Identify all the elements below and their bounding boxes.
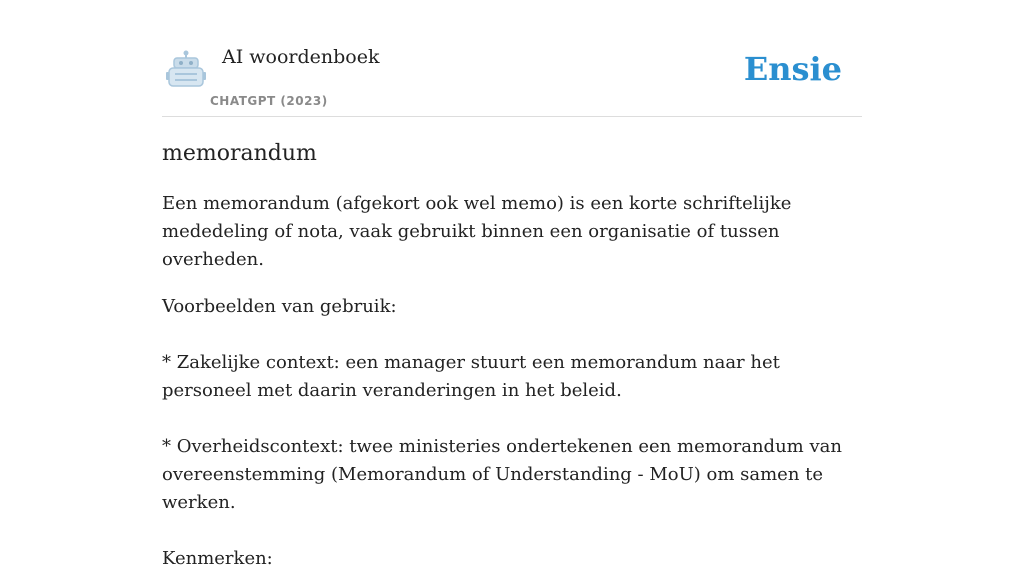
example-item: * Overheidscontext: twee ministeries ondertekenen een memorandum van overeenstemming (Memorandum of Understanding - MoU) om samen te werken. (162, 436, 842, 513)
entry-content (162, 138, 862, 573)
source-subtitle: CHATGPT (2023) (210, 94, 328, 108)
entry-definition: Een memorandum (afgekort ook wel memo) is een korte schriftelijke mededeling of nota, vaak gebruikt binnen een organisatie of tussen overheden. (162, 193, 792, 270)
examples-heading: Voorbeelden van gebruik: (162, 296, 397, 317)
example-item: * Zakelijke context: een manager stuurt een memorandum naar het personeel met daarin veranderingen in het beleid. (162, 352, 780, 401)
entry-body (162, 190, 862, 573)
entry-term: memorandum (162, 141, 317, 166)
features-heading: Kenmerken: (162, 548, 273, 569)
source-name[interactable]: AI woordenboek (222, 46, 380, 68)
robot-icon (166, 50, 206, 90)
examples-block (162, 293, 862, 573)
brand-logo[interactable]: Ensie (743, 50, 842, 88)
source-header (162, 0, 862, 117)
